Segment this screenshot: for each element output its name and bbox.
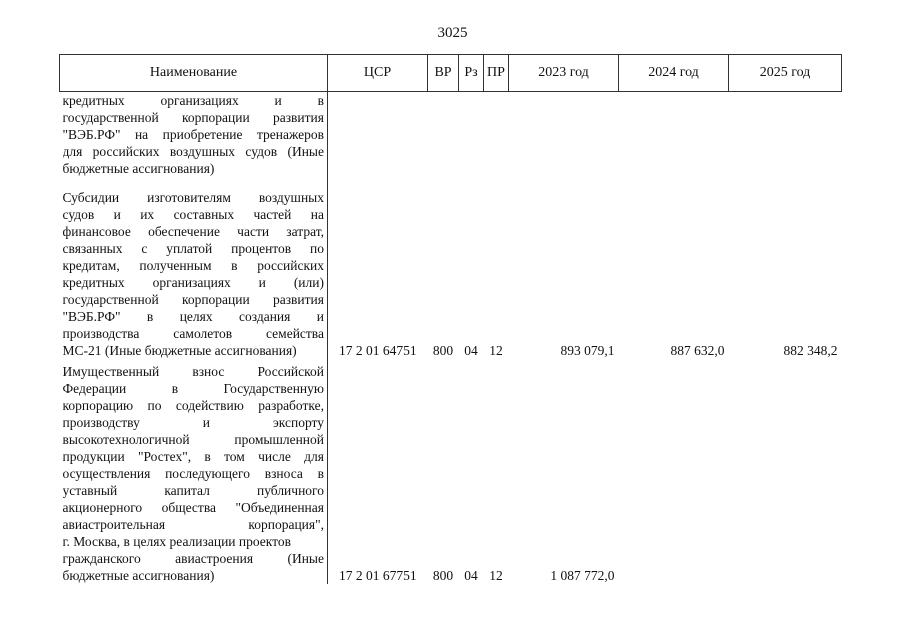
table-row (60, 189, 842, 359)
row-vr: 800 (432, 343, 454, 358)
row-rz: 04 (464, 568, 478, 583)
table-header (60, 55, 842, 92)
budget-table (59, 54, 842, 584)
table-row (60, 363, 842, 584)
header-row (60, 55, 842, 92)
name-line: кредитных организациях и (или) (62, 275, 324, 290)
row-2023: 893 079,1 (560, 343, 615, 358)
row-2023: 1 087 772,0 (550, 568, 615, 583)
row-rz: 04 (464, 343, 478, 358)
row-2024 (619, 92, 729, 190)
name-line: гражданского авиастроения (Иные (62, 551, 324, 566)
name-line: финансовое обеспечение части затрат, (62, 224, 324, 239)
row-name-cell (60, 92, 328, 190)
row-pr (484, 92, 509, 190)
name-line: авиастроительная корпорация", (62, 517, 324, 532)
name-line: кредитам, полученным в российских (62, 258, 324, 273)
name-line: судов и их составных частей на (62, 207, 324, 222)
row-csr (328, 92, 428, 190)
row-2025 (729, 363, 842, 584)
name-line: производству и экспорту (62, 415, 324, 430)
name-line: "ВЭБ.РФ" на приобретение тренажеров (62, 127, 324, 142)
name-line: г. Москва, в целях реализации проектов (62, 534, 292, 549)
name-line: бюджетные ассигнования) (62, 568, 215, 583)
header-2025: 2025 год (729, 55, 842, 92)
name-line: уставный капитал публичного (62, 483, 324, 498)
name-line: производства самолетов семейства (62, 326, 324, 341)
row-csr: 17 2 01 67751 (338, 568, 417, 583)
row-2024 (619, 363, 729, 584)
name-line: Имущественный взнос Российской (62, 364, 324, 379)
row-csr: 17 2 01 64751 (338, 343, 417, 358)
name-line: государственной корпорации развития (62, 292, 324, 307)
header-rz: Рз (459, 55, 484, 92)
table-row (60, 92, 842, 190)
row-2023 (509, 92, 619, 190)
name-line: высокотехнологичной промышленной (62, 432, 324, 447)
name-line: Субсидии изготовителям воздушных (62, 190, 324, 205)
header-pr: ПР (484, 55, 509, 92)
page-number: 3025 (437, 25, 468, 41)
row-name-cell (60, 363, 328, 584)
name-line: осуществления последующего взноса в (62, 466, 324, 481)
budget-table-container (59, 54, 841, 584)
name-line: связанных с уплатой процентов по (62, 241, 324, 256)
name-line: для российских воздушных судов (Иные (62, 144, 324, 159)
header-csr: ЦСР (328, 55, 428, 92)
row-vr: 800 (432, 568, 454, 583)
header-vr: ВР (428, 55, 459, 92)
row-pr: 12 (489, 568, 503, 583)
name-line: "ВЭБ.РФ" в целях создания и (62, 309, 324, 324)
header-2023: 2023 год (509, 55, 619, 92)
row-name-cell (60, 189, 328, 359)
name-line: МС-21 (Иные бюджетные ассигнования) (62, 343, 297, 358)
name-line: продукции "Ростех", в том числе для (62, 449, 324, 464)
name-line: кредитных организациях и в (62, 93, 324, 108)
name-line: акционерного общества "Объединенная (62, 500, 324, 515)
row-2025: 882 348,2 (783, 343, 838, 358)
name-line: Федерации в Государственную (62, 381, 324, 396)
row-vr (428, 92, 459, 190)
header-name: Наименование (60, 55, 328, 92)
table-body (60, 92, 842, 585)
name-line: государственной корпорации развития (62, 110, 324, 125)
name-line: корпорацию по содействию разработке, (62, 398, 324, 413)
header-2024: 2024 год (619, 55, 729, 92)
row-2025 (729, 92, 842, 190)
row-pr: 12 (489, 343, 503, 358)
row-rz (459, 92, 484, 190)
name-line: бюджетные ассигнования) (62, 161, 215, 176)
row-2024: 887 632,0 (670, 343, 725, 358)
